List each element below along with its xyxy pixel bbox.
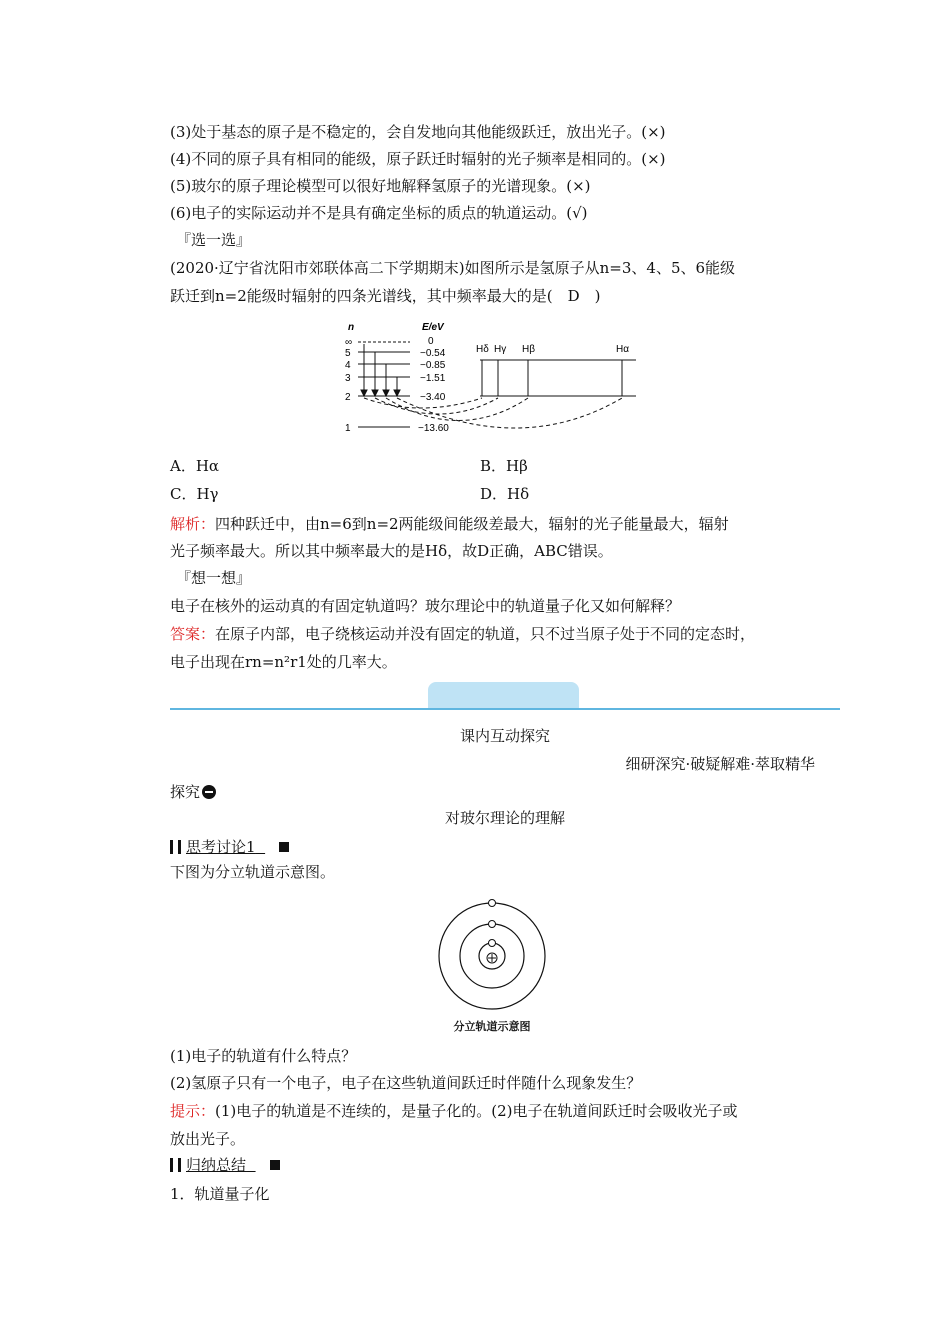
option-b: B．Hβ (480, 457, 528, 475)
square-icon (270, 1160, 280, 1170)
hint-label: 提示： (170, 1102, 216, 1120)
answer-label: 答案： (170, 625, 216, 643)
line-h-delta: Hδ (476, 344, 489, 355)
square-icon (279, 842, 289, 852)
orbit-diagram (436, 897, 548, 1037)
judgement-4: (4)不同的原子具有相同的能级，原子跃迁时辐射的光子频率是相同的。(×) (170, 150, 666, 168)
level-e-3: −1.51 (420, 373, 446, 384)
section-title: 课内互动探究 (459, 727, 550, 745)
select-heading: 『选一选』 (176, 231, 252, 249)
level-e-5: −0.54 (420, 348, 446, 359)
explore-label: 探究 (170, 780, 840, 804)
discuss-heading: 思考讨论1 (170, 836, 289, 858)
n-axis-label: n (348, 322, 355, 333)
hint-line-1: 提示：(1)电子的轨道是不连续的，是量子化的。(2)电子在轨道间跃迁时会吸收光子或 (170, 1102, 738, 1120)
question-line-2: 跃迁到n=2能级时辐射的四条光谱线，其中频率最大的是( D ) (170, 287, 601, 305)
level-n-5: 5 (345, 348, 351, 359)
line-h-beta: Hβ (522, 344, 535, 355)
item-1: 1．轨道量子化 (170, 1185, 270, 1203)
question-2: (2)氢原子只有一个电子，电子在这些轨道间跃迁时伴随什么现象发生？ (170, 1074, 642, 1092)
summary-heading: 归纳总结 (170, 1154, 280, 1176)
judgement-3: (3)处于基态的原子是不稳定的，会自发地向其他能级跃迁，放出光子。(×) (170, 123, 666, 141)
section-subtitle: 细研深究·破疑解难·萃取精华 (625, 755, 815, 773)
question-line-1: (2020·辽宁省沈阳市郊联体高二下学期期末)如图所示是氢原子从n=3、4、5、6能级 (170, 259, 736, 277)
line-h-gamma: Hγ (494, 344, 507, 355)
answer-line-2: 电子出现在rn=n²r1处的几率大。 (170, 653, 397, 671)
think-question: 电子在核外的运动真的有固定轨道吗？玻尔理论中的轨道量子化又如何解释？ (170, 597, 681, 615)
level-n-3: 3 (345, 373, 351, 384)
analysis-label: 解析： (170, 515, 216, 533)
level-n-1: 1 (345, 423, 351, 434)
answer-line-1: 答案：在原子内部，电子绕核运动并没有固定的轨道，只不过当原子处于不同的定态时， (170, 625, 756, 643)
level-e-1: −13.60 (418, 423, 449, 434)
number-one-icon (202, 785, 216, 799)
level-n-2: 2 (345, 392, 351, 403)
question-1: (1)电子的轨道有什么特点？ (170, 1047, 357, 1065)
analysis-line-1: 解析：四种跃迁中，由n=6到n=2两能级间能级差最大，辐射的光子能量最大，辐射 (170, 515, 729, 533)
judgement-6: (6)电子的实际运动并不是具有确定坐标的质点的轨道运动。(√) (170, 204, 588, 222)
think-heading: 『想一想』 (176, 569, 252, 587)
analysis-line-2: 光子频率最大。所以其中频率最大的是Hδ，故D正确，ABC错误。 (170, 542, 613, 560)
option-a: A．Hα (170, 457, 220, 475)
line-h-alpha: Hα (616, 344, 630, 355)
energy-level-diagram (340, 318, 650, 443)
section-banner-tab (428, 682, 579, 708)
discuss-intro: 下图为分立轨道示意图。 (170, 863, 336, 881)
orbit-caption: 分立轨道示意图 (453, 1021, 531, 1033)
explore-title: 对玻尔理论的理解 (444, 809, 565, 827)
section-banner-rule (170, 708, 840, 710)
option-c: C．Hγ (170, 485, 219, 503)
level-e-inf: 0 (428, 336, 434, 347)
option-d: D．Hδ (480, 485, 530, 503)
level-e-2: −3.40 (420, 392, 446, 403)
level-n-inf: ∞ (345, 337, 353, 348)
energy-axis-label: E/eV (422, 322, 444, 333)
judgement-5: (5)玻尔的原子理论模型可以很好地解释氢原子的光谱现象。(×) (170, 177, 591, 195)
level-n-4: 4 (345, 360, 351, 371)
hint-line-2: 放出光子。 (170, 1130, 246, 1148)
level-e-4: −0.85 (420, 360, 446, 371)
